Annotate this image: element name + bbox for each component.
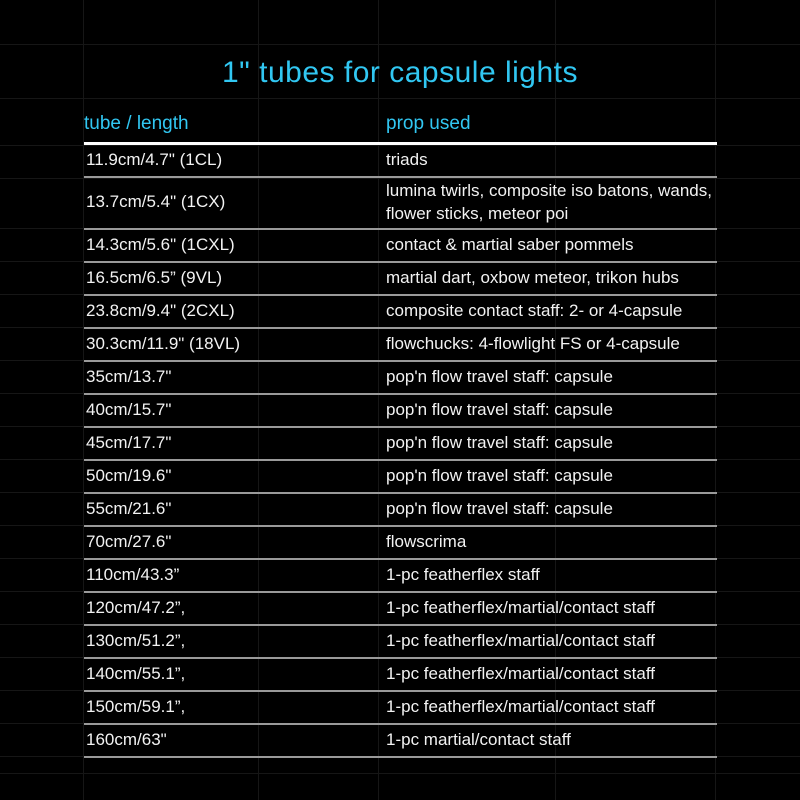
prop-used-cell: pop'n flow travel staff: capsule [386, 432, 613, 452]
tube-length-cell: 11.9cm/4.7" (1CL) [86, 150, 223, 170]
tube-length-cell: 120cm/47.2”, [86, 597, 186, 617]
prop-used-cell: 1-pc featherflex staff [386, 564, 540, 584]
table-row [84, 395, 717, 428]
tube-length-cell: 150cm/59.1”, [86, 696, 186, 716]
tube-length-cell: 23.8cm/9.4" (2CXL) [86, 300, 235, 320]
column-header-prop-used: prop used [386, 113, 471, 134]
prop-used-cell: contact & martial saber pommels [386, 234, 634, 254]
table-row [84, 626, 717, 659]
grid-line-horizontal [0, 44, 800, 45]
grid-line-horizontal [0, 98, 800, 99]
prop-used-cell: 1-pc martial/contact staff [386, 729, 571, 749]
prop-used-cell: flowscrima [386, 531, 467, 551]
table-row [84, 725, 717, 758]
table-row [84, 296, 717, 329]
tube-length-cell: 70cm/27.6" [86, 531, 172, 551]
tube-length-cell: 16.5cm/6.5” (9VL) [86, 267, 223, 287]
page-title: 1" tubes for capsule lights [221, 56, 578, 89]
table-row [84, 145, 717, 178]
prop-used-cell: martial dart, oxbow meteor, trikon hubs [386, 267, 679, 287]
prop-used-cell: 1-pc featherflex/martial/contact staff [386, 630, 655, 650]
prop-used-cell: 1-pc featherflex/martial/contact staff [386, 663, 655, 683]
prop-used-cell: composite contact staff: 2- or 4-capsule [386, 300, 683, 320]
table-row [84, 329, 717, 362]
tube-length-cell: 45cm/17.7" [86, 432, 172, 452]
tube-length-cell: 13.7cm/5.4" (1CX) [86, 192, 226, 212]
table-row [84, 527, 717, 560]
prop-used-cell: 1-pc featherflex/martial/contact staff [386, 597, 655, 617]
tube-length-cell: 160cm/63" [86, 729, 167, 749]
prop-used-cell: 1-pc featherflex/martial/contact staff [386, 696, 655, 716]
prop-used-cell: pop'n flow travel staff: capsule [386, 498, 613, 518]
table-header-row [84, 110, 717, 145]
tube-table [84, 110, 717, 758]
tube-length-cell: 40cm/15.7" [86, 399, 172, 419]
prop-used-cell: pop'n flow travel staff: capsule [386, 366, 613, 386]
table-row [84, 659, 717, 692]
table-row [84, 362, 717, 395]
table-row [84, 428, 717, 461]
prop-used-cell: pop'n flow travel staff: capsule [386, 465, 613, 485]
table-row [84, 560, 717, 593]
tube-length-cell: 30.3cm/11.9" (18VL) [86, 333, 241, 353]
grid-line-horizontal [0, 773, 800, 774]
tube-length-cell: 50cm/19.6" [86, 465, 172, 485]
table-row [84, 692, 717, 725]
prop-used-cell: triads [386, 150, 428, 170]
table-row [84, 593, 717, 626]
table-row [84, 263, 717, 296]
tube-length-cell: 130cm/51.2”, [86, 630, 186, 650]
prop-used-cell: flowchucks: 4-flowlight FS or 4-capsule [386, 333, 680, 353]
table-row [84, 178, 717, 230]
table-rows [84, 145, 717, 758]
tube-length-cell: 14.3cm/5.6" (1CXL) [86, 234, 235, 254]
table-row [84, 494, 717, 527]
tube-length-cell: 140cm/55.1”, [86, 663, 186, 683]
prop-used-cell: lumina twirls, composite iso batons, wands, flower sticks, meteor poi [386, 181, 712, 223]
prop-used-cell: pop'n flow travel staff: capsule [386, 399, 613, 419]
table-row [84, 461, 717, 494]
tube-length-cell: 110cm/43.3” [86, 564, 180, 584]
column-header-tube-length: tube / length [84, 113, 189, 134]
table-row [84, 230, 717, 263]
tube-length-cell: 55cm/21.6" [86, 498, 172, 518]
tube-length-cell: 35cm/13.7" [86, 366, 172, 386]
